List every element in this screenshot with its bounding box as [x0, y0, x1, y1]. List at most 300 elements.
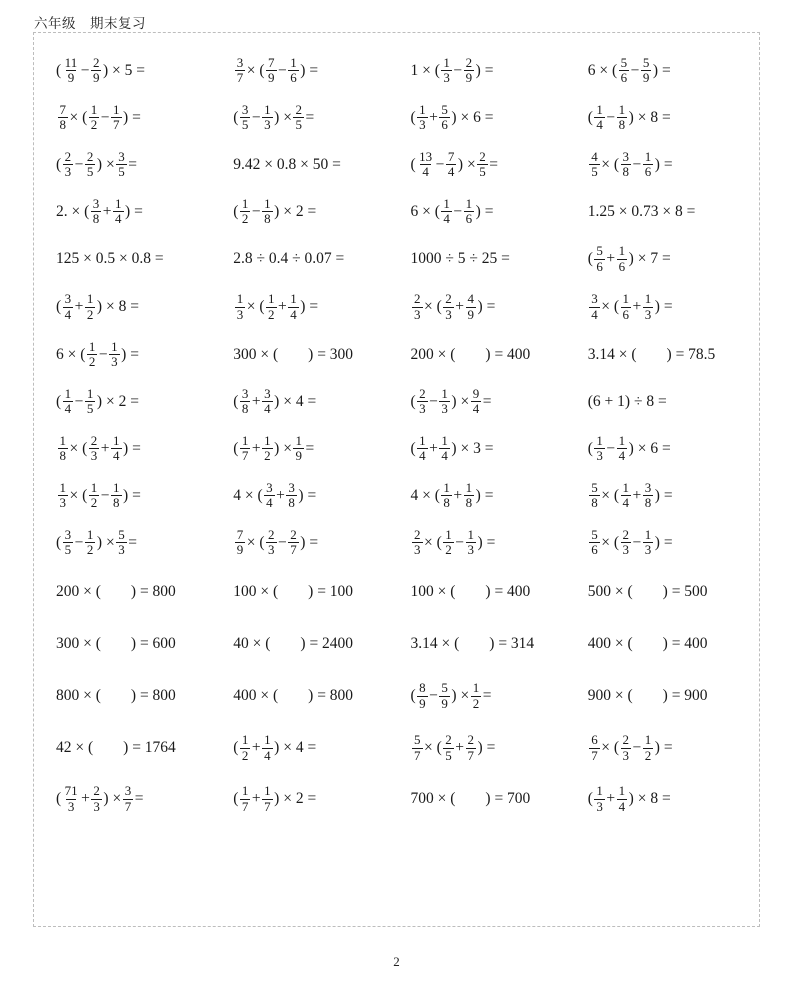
expression-text: ) × — [451, 392, 470, 410]
fraction — [266, 292, 277, 321]
expression-text: 1 × ( — [410, 61, 440, 79]
fraction-denominator: 2 — [241, 747, 249, 763]
fraction-numerator: 1 — [113, 101, 120, 117]
expression-text: = — [305, 439, 315, 457]
fraction — [111, 434, 122, 463]
fraction-denominator: 7 — [264, 798, 271, 814]
expression — [588, 584, 708, 600]
fraction — [621, 481, 632, 510]
fraction — [641, 56, 652, 85]
fraction-denominator: 5 — [479, 164, 486, 179]
fraction — [439, 681, 450, 710]
expression-text: − — [435, 155, 445, 173]
fraction-numerator: 3 — [64, 526, 72, 542]
expression-text: = — [305, 108, 315, 126]
exercise-sheet — [33, 32, 760, 927]
fraction — [109, 340, 120, 369]
expression — [233, 481, 316, 510]
fraction-numerator: 1 — [419, 432, 426, 448]
exercise-item — [574, 141, 751, 188]
fraction-numerator: 7 — [447, 148, 455, 164]
expression-text: ) = 1764 — [123, 739, 176, 757]
expression — [56, 56, 145, 85]
expression — [588, 481, 673, 510]
fraction-denominator: 4 — [443, 211, 450, 226]
fraction-numerator: 1 — [59, 479, 66, 495]
fraction — [594, 434, 605, 463]
expression-text: + — [102, 202, 112, 220]
fraction-denominator: 9 — [467, 306, 475, 322]
fraction-denominator: 7 — [591, 747, 598, 763]
fraction — [643, 481, 654, 510]
fraction — [87, 340, 98, 369]
fraction — [617, 103, 628, 132]
exercise-item — [219, 722, 396, 774]
fraction-numerator: 3 — [118, 148, 125, 164]
fraction-denominator: 4 — [596, 117, 603, 132]
fraction-denominator: 5 — [86, 401, 94, 416]
expression — [588, 733, 673, 762]
expression-text: = — [482, 392, 492, 410]
fraction-denominator: 3 — [268, 542, 275, 557]
expression-text: 6 × ( — [56, 345, 86, 363]
fraction — [63, 528, 74, 557]
fraction-numerator: 1 — [88, 338, 96, 354]
fraction-numerator: 5 — [118, 526, 125, 542]
expression-text: ) = — [300, 61, 319, 79]
fraction — [288, 528, 299, 557]
fraction-numerator: 5 — [620, 54, 628, 70]
exercise-item — [397, 566, 574, 618]
fraction-numerator: 5 — [596, 243, 603, 259]
fraction — [643, 292, 654, 321]
expression-text: ( — [56, 155, 62, 173]
exercise-item — [219, 331, 396, 378]
expression — [233, 636, 353, 652]
expression-text: ) = — [300, 533, 319, 551]
fraction-numerator: 1 — [441, 432, 448, 448]
fraction — [471, 387, 482, 416]
fraction-denominator: 9 — [67, 70, 75, 85]
fraction — [89, 103, 100, 132]
expression-text: − — [251, 202, 261, 220]
expression — [233, 733, 316, 762]
fraction-numerator: 5 — [591, 479, 598, 495]
expression-text: ) = — [654, 155, 673, 173]
expression — [56, 584, 176, 600]
exercise-item — [397, 188, 574, 235]
fraction-numerator: 3 — [92, 195, 100, 211]
fraction-denominator: 8 — [591, 495, 598, 510]
fraction — [443, 733, 454, 762]
expression-text: ) = — [121, 345, 139, 363]
fraction — [63, 150, 74, 179]
expression-text: ) × 8 = — [628, 108, 671, 126]
fraction — [63, 56, 80, 85]
fraction-numerator: 5 — [414, 732, 421, 748]
expression-text: + — [632, 486, 642, 504]
fraction — [111, 103, 122, 132]
fraction-denominator: 3 — [118, 542, 125, 557]
fraction-numerator: 2 — [295, 101, 302, 117]
expression-text: − — [606, 108, 616, 126]
expression-text: + — [606, 250, 616, 268]
exercise-item — [42, 47, 219, 94]
fraction-numerator: 4 — [591, 148, 598, 164]
expression-text: ( — [56, 533, 62, 551]
expression-text: ( — [587, 250, 593, 268]
expression — [56, 636, 176, 652]
expression-text: (6 + 1) ÷ 8 = — [587, 392, 667, 410]
expression — [56, 150, 137, 179]
expression-text: ) = — [477, 298, 496, 316]
expression-text: ) = — [477, 533, 496, 551]
fraction-denominator: 3 — [644, 306, 652, 322]
fraction — [240, 784, 251, 813]
expression-text: 1.25 × 0.73 × 8 = — [587, 202, 696, 220]
fraction-denominator: 6 — [622, 306, 630, 322]
expression — [411, 347, 531, 363]
expression-text: ) × — [451, 687, 470, 705]
expression — [233, 197, 316, 226]
fraction-denominator: 9 — [268, 70, 275, 85]
fraction-denominator: 3 — [419, 117, 426, 132]
fraction — [417, 387, 428, 416]
fraction — [123, 784, 134, 813]
fraction — [617, 244, 628, 273]
fraction — [617, 434, 628, 463]
exercise-item — [42, 141, 219, 188]
expression-text: 3.14 × ( — [410, 635, 460, 653]
fraction — [619, 56, 630, 85]
expression-text: + — [251, 392, 261, 410]
exercise-item — [42, 283, 219, 331]
expression-text: ) = 78.5 — [666, 345, 716, 363]
fraction — [262, 733, 273, 762]
expression — [588, 688, 708, 704]
expression-text: ) × 6 = — [451, 108, 494, 126]
expression-text: = — [128, 533, 137, 551]
fraction-denominator: 7 — [467, 747, 475, 763]
expression-text: + — [251, 439, 261, 457]
fraction — [441, 56, 452, 85]
fraction-denominator: 8 — [288, 495, 295, 510]
page-header: 六年级 期末复习 — [34, 16, 146, 31]
expression-text: − — [98, 345, 108, 363]
fraction — [293, 103, 304, 132]
exercise-item — [219, 566, 396, 618]
expression-text: − — [100, 486, 110, 504]
exercise-item — [574, 188, 751, 235]
expression-text: − — [632, 739, 642, 757]
expression — [411, 528, 496, 557]
expression-text: ) × 2 = — [274, 790, 317, 808]
fraction-numerator: 2 — [445, 291, 452, 307]
exercise-item — [219, 670, 396, 722]
expression — [233, 528, 318, 557]
expression — [233, 56, 318, 85]
fraction — [446, 150, 457, 179]
fraction — [643, 733, 654, 762]
fraction-numerator: 1 — [465, 195, 473, 211]
exercise-item — [42, 566, 219, 618]
expression-text: + — [81, 790, 90, 808]
expression — [233, 688, 353, 704]
expression-text: ) = — [477, 739, 496, 757]
fraction-denominator: 2 — [264, 448, 271, 463]
exercise-item — [574, 670, 751, 722]
fraction — [617, 784, 628, 813]
fraction-numerator: 1 — [445, 526, 452, 542]
expression-text: ( — [410, 687, 416, 705]
fraction-numerator: 1 — [264, 783, 271, 799]
fraction — [443, 528, 454, 557]
fraction — [240, 103, 251, 132]
expression-text: ( — [56, 61, 62, 79]
fraction — [85, 528, 96, 557]
exercise-item — [42, 774, 219, 824]
fraction-numerator: 1 — [622, 291, 630, 307]
fraction-numerator: 1 — [241, 195, 249, 211]
expression-text: ) × — [96, 155, 115, 173]
fraction-denominator: 4 — [266, 495, 273, 510]
fraction — [412, 733, 423, 762]
expression — [411, 791, 531, 807]
fraction-numerator: 1 — [264, 101, 271, 117]
fraction-denominator: 8 — [113, 495, 120, 510]
expression-text: 700 × ( — [410, 790, 456, 808]
exercise-item — [42, 188, 219, 235]
expression-text: − — [429, 392, 438, 410]
fraction-numerator: 2 — [414, 526, 421, 542]
fraction-numerator: 1 — [90, 101, 98, 117]
expression — [56, 434, 141, 463]
expression — [411, 292, 496, 321]
expression-text: 4 × ( — [410, 486, 440, 504]
fraction — [643, 150, 654, 179]
exercise-item — [219, 94, 396, 141]
expression-text: − — [100, 108, 110, 126]
expression-text: ( — [410, 155, 416, 173]
fraction-denominator: 4 — [441, 448, 448, 463]
fraction-denominator: 7 — [113, 117, 120, 132]
expression — [56, 481, 141, 510]
expression-text: 125 × 0.5 × 0.8 = — [56, 250, 164, 268]
expression-text: 300 × ( — [56, 635, 101, 653]
expression-text: 6 × ( — [410, 202, 440, 220]
expression-text: ( — [587, 108, 593, 126]
expression-text: + — [453, 486, 463, 504]
exercise-item — [219, 378, 396, 425]
fraction-denominator: 8 — [92, 211, 100, 226]
page-number: 2 — [393, 954, 400, 969]
fraction-denominator: 2 — [472, 695, 480, 711]
exercise-item — [397, 519, 574, 566]
fraction — [63, 292, 74, 321]
exercise-item — [397, 378, 574, 425]
fraction — [589, 481, 600, 510]
expression-text: ( — [233, 439, 239, 457]
fraction-denominator: 3 — [414, 306, 421, 322]
expression-text: 1000 ÷ 5 ÷ 25 = — [410, 250, 510, 268]
expression-text: 4 × ( — [233, 486, 263, 504]
fraction-numerator: 3 — [241, 101, 249, 117]
expression — [411, 197, 494, 226]
fraction — [89, 434, 100, 463]
fraction-numerator: 1 — [264, 195, 271, 211]
exercise-item — [574, 618, 751, 670]
expression — [56, 740, 176, 756]
fraction-numerator: 5 — [441, 101, 448, 117]
expression-text: − — [630, 61, 640, 79]
expression — [588, 434, 671, 463]
fraction — [589, 292, 600, 321]
expression-text: 6 × ( — [587, 61, 618, 79]
expression — [588, 244, 671, 273]
fraction-denominator: 6 — [465, 211, 473, 226]
fraction — [464, 197, 475, 226]
fraction — [643, 528, 654, 557]
fraction — [266, 528, 277, 557]
fraction — [113, 197, 124, 226]
fraction-numerator: 1 — [465, 479, 473, 495]
fraction-numerator: 1 — [295, 432, 302, 448]
fraction-numerator: 1 — [241, 432, 249, 448]
fraction-numerator: 1 — [111, 338, 118, 354]
fraction-denominator: 4 — [64, 306, 72, 322]
fraction — [441, 481, 452, 510]
expression-text: ) = 100 — [308, 583, 354, 601]
expression-text: = — [128, 155, 137, 173]
fraction — [439, 103, 450, 132]
expression-text: + — [276, 486, 285, 504]
expression-text: × ( — [601, 298, 620, 316]
fraction-denominator: 8 — [644, 495, 652, 510]
exercise-item — [219, 47, 396, 94]
fraction — [412, 292, 423, 321]
fraction-numerator: 2 — [64, 148, 72, 164]
fraction-denominator: 9 — [465, 70, 473, 85]
expression-text: × ( — [246, 61, 265, 79]
expression-text: 2. × ( — [56, 202, 90, 220]
fraction — [63, 784, 80, 813]
fraction-numerator: 1 — [86, 526, 94, 542]
fraction — [240, 387, 251, 416]
expression-text: − — [74, 533, 84, 551]
expression-text: × ( — [601, 486, 620, 504]
expression-text: 300 × ( — [233, 345, 279, 363]
expression-text: ) × 7 = — [628, 250, 671, 268]
fraction-numerator: 2 — [93, 783, 100, 799]
fraction-numerator: 3 — [241, 385, 249, 401]
fraction-denominator: 7 — [414, 747, 421, 763]
expression-text: − — [74, 155, 84, 173]
fraction-denominator: 6 — [441, 117, 448, 132]
expression-text: − — [453, 61, 463, 79]
fraction — [417, 681, 428, 710]
expression — [411, 733, 496, 762]
fraction-numerator: 3 — [124, 783, 132, 799]
exercise-item — [219, 141, 396, 188]
fraction — [466, 528, 477, 557]
fraction-numerator: 1 — [443, 54, 450, 70]
fraction-denominator: 8 — [59, 448, 66, 463]
exercise-item — [574, 331, 751, 378]
fraction-numerator: 7 — [59, 101, 66, 117]
fraction-numerator: 1 — [618, 243, 626, 259]
expression — [588, 103, 671, 132]
expression-text: ) = — [654, 533, 673, 551]
fraction-numerator: 1 — [618, 432, 626, 448]
exercise-item — [574, 378, 751, 425]
expression-text: − — [74, 392, 84, 410]
expression-text: ) = — [123, 486, 141, 504]
expression-text: ) = — [123, 108, 141, 126]
fraction-numerator: 9 — [472, 385, 480, 401]
expression — [233, 387, 316, 416]
fraction-numerator: 3 — [64, 291, 72, 307]
fraction-denominator: 2 — [90, 495, 98, 510]
expression-text: × ( — [69, 486, 88, 504]
expression-text: ( — [410, 392, 416, 410]
fraction-denominator: 4 — [622, 495, 630, 510]
fraction-numerator: 1 — [86, 385, 94, 401]
exercise-item — [574, 472, 751, 519]
expression — [588, 528, 673, 557]
fraction-numerator: 7 — [236, 526, 244, 542]
exercise-item — [219, 618, 396, 670]
expression-text: + — [455, 298, 465, 316]
expression-text: + — [74, 298, 84, 316]
fraction — [443, 292, 454, 321]
expression-text: ) = 800 — [308, 687, 354, 705]
exercise-item — [574, 519, 751, 566]
fraction — [621, 528, 632, 557]
expression-text: ) = — [475, 202, 494, 220]
fraction-denominator: 7 — [124, 798, 132, 814]
expression-text: ) = — [475, 486, 494, 504]
expression-text: ) × — [274, 439, 292, 457]
fraction-denominator: 3 — [596, 448, 603, 463]
exercise-item — [219, 283, 396, 331]
exercise-item — [42, 425, 219, 472]
fraction-denominator: 6 — [618, 258, 626, 274]
fraction — [293, 434, 304, 463]
expression-text: 100 × ( — [410, 583, 456, 601]
fraction-numerator: 2 — [86, 148, 94, 164]
fraction — [91, 784, 102, 813]
expression-text: ) = — [300, 298, 319, 316]
expression — [588, 636, 708, 652]
exercise-item — [42, 670, 219, 722]
fraction-denominator: 6 — [596, 258, 603, 274]
expression-text: × ( — [424, 739, 442, 757]
fraction-denominator: 3 — [622, 542, 630, 557]
fraction-numerator: 1 — [618, 101, 626, 117]
fraction-denominator: 2 — [86, 542, 94, 557]
expression-text: ) = 314 — [489, 635, 535, 653]
fraction-denominator: 7 — [241, 798, 249, 814]
fraction-numerator: 2 — [90, 432, 98, 448]
fraction-denominator: 9 — [441, 695, 448, 711]
fraction-denominator: 2 — [241, 211, 249, 226]
fraction — [439, 434, 450, 463]
expression — [588, 150, 673, 179]
exercise-item — [42, 618, 219, 670]
expression — [233, 784, 316, 813]
expression-text: ) × — [457, 155, 476, 173]
fraction-numerator: 71 — [64, 783, 78, 799]
